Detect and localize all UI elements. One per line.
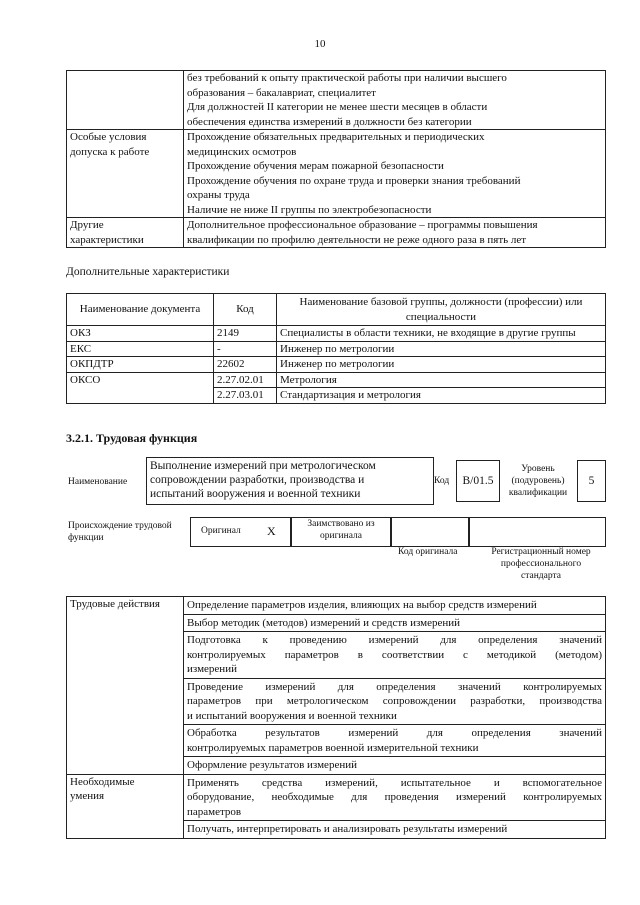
row-label	[67, 130, 184, 218]
skill-cell	[184, 821, 606, 839]
name-label: Наименование	[68, 477, 128, 487]
level-label	[504, 463, 572, 499]
table-row	[67, 372, 606, 388]
table-row	[67, 130, 606, 218]
table-row	[67, 71, 606, 130]
level-label-line: (подуровень)	[511, 476, 565, 486]
action-cell	[184, 725, 606, 757]
action-cell	[184, 614, 606, 632]
text-line: обеспечения единства измерений в должности без категории	[187, 115, 472, 128]
table-row	[67, 341, 606, 357]
origin-label-line: Происхождение трудовой	[68, 521, 172, 531]
text-line: Оформление результатов измерений	[187, 759, 357, 771]
actions-label: Трудовые действия	[67, 597, 184, 775]
name-cell: Инженер по метрологии	[277, 357, 606, 373]
labor-actions-table	[66, 596, 606, 839]
requirements-table	[66, 70, 606, 248]
doc-cell: ОКЗ	[67, 326, 214, 342]
text-line: образования – бакалавриат, специалитет	[187, 86, 376, 99]
text-line: квалификации по профилю деятельности не реже одного раза в пять лет	[187, 233, 527, 246]
text-line: медицинских осмотров	[187, 145, 297, 158]
column-header: Наименование базовой группы, должности (профессии) или специальности	[277, 294, 606, 326]
function-name-box	[146, 457, 434, 505]
action-cell	[184, 632, 606, 679]
code-cell: 22602	[214, 357, 277, 373]
code-original-caption: Код оригинала	[398, 547, 458, 557]
label-line: Особые условия	[70, 131, 147, 143]
level-label-line: квалификации	[508, 488, 568, 498]
action-cell	[184, 597, 606, 615]
text-line: и испытаний вооружения и военной техники	[187, 709, 397, 722]
table-row	[67, 218, 606, 248]
origin-label	[68, 520, 172, 544]
code-cell: 2149	[214, 326, 277, 342]
origin-label-line: функции	[68, 533, 104, 543]
label-line: характеристики	[70, 233, 144, 246]
level-label-line: Уровень	[521, 464, 555, 474]
table-cell	[184, 71, 606, 130]
function-name-line: сопровождении разработки, производства и	[150, 474, 365, 486]
borrowed-line: оригинала	[320, 531, 362, 541]
code-cell: 2.27.02.01	[214, 372, 277, 388]
section-title: 3.2.1. Трудовая функция	[66, 431, 198, 445]
table-row	[67, 774, 606, 821]
name-cell: Специалисты в области техники, не входящие в другие группы	[277, 326, 606, 342]
doc-cell: ОКСО	[67, 372, 214, 403]
label-line: допуска к работе	[70, 145, 150, 158]
label-line: умения	[70, 790, 105, 802]
reg-number-caption	[476, 546, 606, 582]
text-line: охраны труда	[187, 189, 250, 201]
name-cell: Метрология	[277, 372, 606, 388]
action-cell	[184, 757, 606, 775]
text-line: Прохождение обязательных предварительных и периодических	[187, 131, 485, 143]
table-cell	[184, 130, 606, 218]
page-number: 10	[314, 38, 326, 50]
text-line: Обработка результатов измерений для определения значений	[187, 727, 602, 739]
original-box	[190, 517, 292, 547]
row-label	[67, 218, 184, 248]
original-mark: X	[267, 524, 276, 538]
action-cell	[184, 678, 606, 725]
table-row	[67, 326, 606, 342]
doc-cell: ОКПДТР	[67, 357, 214, 373]
code-label: Код	[434, 476, 450, 486]
text-line: Проведение измерений для определения значений контролируемых	[187, 680, 602, 693]
code-cell: 2.27.03.01	[214, 388, 277, 404]
text-line: измерений	[187, 663, 237, 675]
original-label: Оригинал	[201, 526, 241, 536]
text-line: Подготовка к проведению измерений для определения значений	[187, 634, 602, 646]
table-row	[67, 357, 606, 373]
text-line: Получать, интерпретировать и анализировать результаты измерений	[187, 823, 508, 835]
text-line: Определение параметров изделия, влияющих на выбор средств измерений	[187, 599, 537, 611]
table-row	[67, 597, 606, 615]
text-line: контролируемых параметров в соответствии с методикой (методом)	[187, 648, 602, 661]
reg-caption-line: профессионального	[500, 559, 582, 569]
reg-number-box	[468, 517, 606, 547]
text-line: параметров	[187, 805, 242, 818]
text-line: Наличие не ниже II группы по электробезопасности	[187, 203, 432, 216]
code-original-box	[390, 517, 470, 547]
table-cell	[67, 71, 184, 130]
text-line: параметров при метрологическом сопровождении разработки, производства	[187, 695, 602, 707]
text-line: без требований к опыту практической работы при наличии высшего	[187, 72, 507, 84]
code-value-box: B/01.5	[456, 460, 500, 502]
table-header-row	[67, 294, 606, 326]
text-line: Выбор методик (методов) измерений и средств измерений	[187, 616, 461, 629]
text-line: Прохождение обучения мерам пожарной безопасности	[187, 160, 444, 172]
level-value-box: 5	[577, 460, 606, 502]
table-cell	[184, 218, 606, 248]
doc-cell: ЕКС	[67, 341, 214, 357]
borrowed-box	[290, 517, 392, 547]
reg-caption-line: стандарта	[521, 571, 561, 581]
text-line: Прохождение обучения по охране труда и проверки знания требований	[187, 174, 521, 187]
skill-cell	[184, 774, 606, 821]
skills-label	[67, 774, 184, 838]
text-line: Для должностей II категории не менее шести месяцев в области	[187, 101, 488, 113]
classifier-table	[66, 293, 606, 404]
function-name-line: Выполнение измерений при метрологическом	[150, 460, 376, 472]
code-cell: -	[214, 341, 277, 357]
name-cell: Стандартизация и метрология	[277, 388, 606, 404]
text-line: контролируемых параметров военной измерительной техники	[187, 741, 479, 754]
label-line: Необходимые	[70, 775, 135, 788]
column-header: Код	[214, 294, 277, 326]
reg-caption-line: Регистрационный номер	[491, 547, 591, 557]
text-line: Применять средства измерений, испытательное и вспомогательное	[187, 776, 602, 789]
function-name-line: испытаний вооружения и военной техники	[150, 488, 361, 500]
column-header: Наименование документа	[67, 294, 214, 326]
text-line: оборудование, необходимые для проведения измерений контролируемых	[187, 791, 602, 803]
borrowed-line: Заимствовано из	[307, 519, 375, 529]
name-cell: Инженер по метрологии	[277, 341, 606, 357]
label-line: Другие	[70, 219, 104, 231]
text-line: Дополнительное профессиональное образование – программы повышения	[187, 219, 538, 231]
additional-characteristics-heading: Дополнительные характеристики	[66, 266, 230, 278]
